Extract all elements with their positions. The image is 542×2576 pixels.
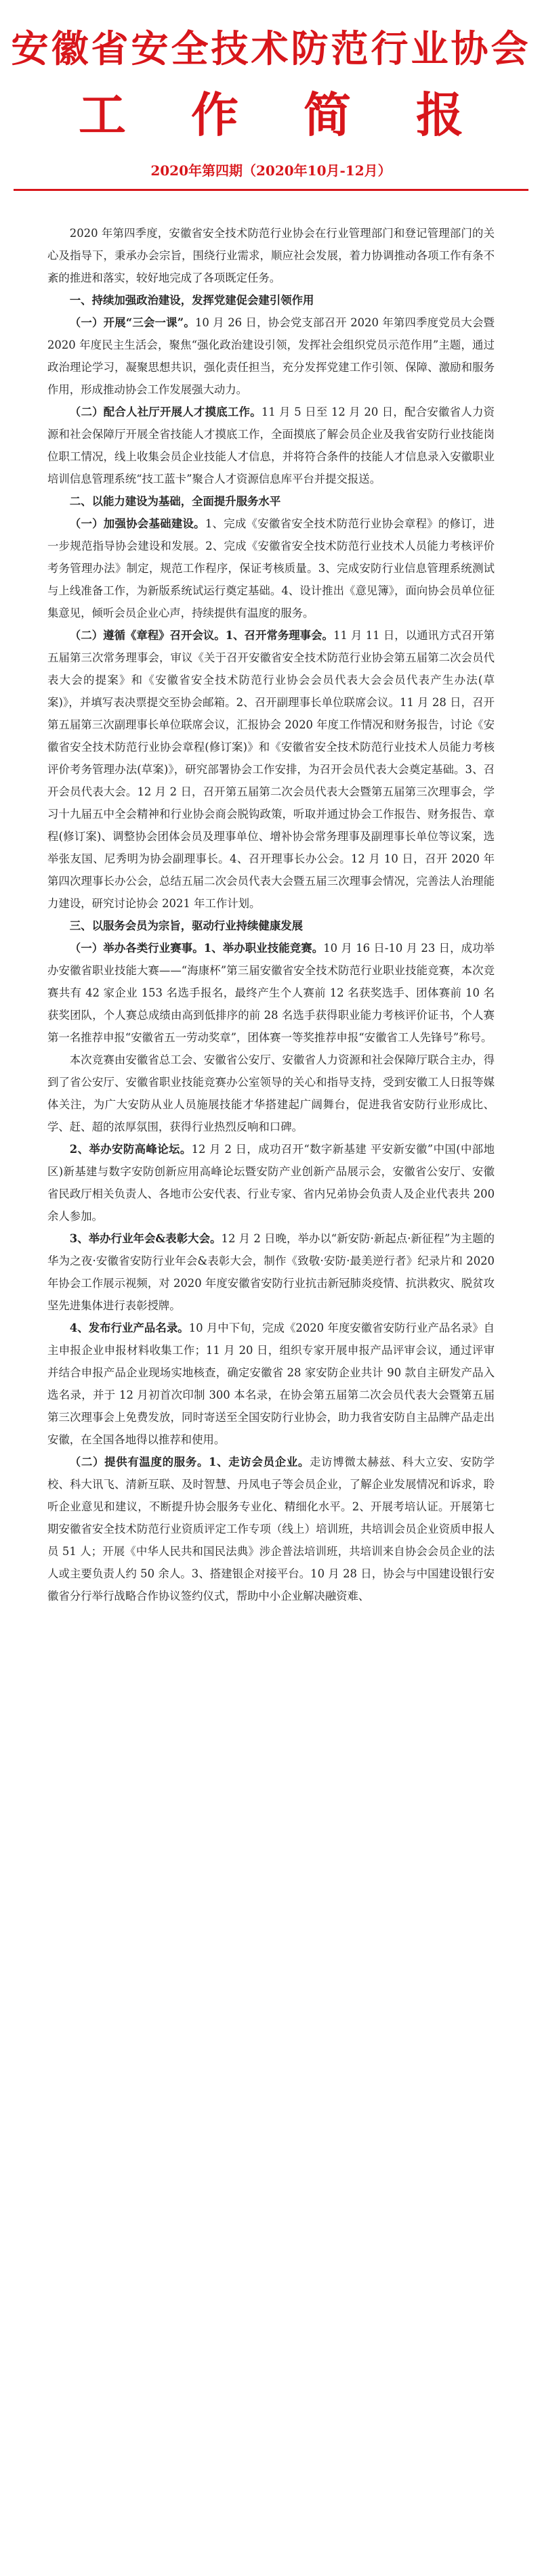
bulletin-body [0, 191, 542, 1607]
paragraph: 4、发布行业产品名录。10 月中下旬，完成《2020 年度安徽省安防行业产品名录》自主申报企业申报材料收集工作；11 月 20 日，组织专家开展申报产品评审会议，通过评审并结合申报产品企业现场实地核查，确定安徽省 28 家安防企业共计 90 款自主研发产品入选名录，并于 12 月初首次印制 300 本名录，在协会第五届第二次会员代表大会暨第五届第三次理事会上免费发放，同时寄送至全国安防行业协会，助力我省安防自主品牌产品走出安徽，在全国各地得以推荐和使用。 [47, 1322, 495, 1446]
paragraph: 2、举办安防高峰论坛。12 月 2 日，成功召开“数字新基建 平安新安徽”中国(中部地区)新基建与数字安防创新应用高峰论坛暨安防产业创新产品展示会，安徽省公安厅、安徽省民政厅相关负责人、各地市公安代表、行业专家、省内兄弟协会负责人及企业代表共 200 余人参加。 [47, 1143, 495, 1223]
paragraph: （一）举办各类行业赛事。1、举办职业技能竞赛。10 月 16 日-10 月 23 日，成功举办安徽省职业技能大赛——“海康杯”第三届安徽省安全技术防范行业职业技能竞赛，本次竞赛共有 42 家企业 153 名选手报名，最终产生个人赛前 12 名获奖选手、团体赛前 10 名获奖团队，个人赛总成绩由高到低排序的前 28 名选手获得职业能力考核评价证书，个人赛第一名推荐申报“安徽省五一劳动奖章”，团体赛一等奖推荐申报“安徽省工人先锋号”称号。 [47, 942, 495, 1044]
paragraph: （一）开展“三会一课”。10 月 26 日，协会党支部召开 2020 年第四季度党员大会暨 2020 年度民主生活会，聚焦“强化政治建设引领，发挥社会组织党员示范作用”主题，通过政治理论学习，凝聚思想共识，强化责任担当，充分发挥党建工作引领、保障、激励和服务作用，形成推动协会工作发展强大动力。 [47, 316, 495, 396]
paragraph: （一）加强协会基础建设。1、完成《安徽省安全技术防范行业协会章程》的修订，进一步规范指导协会建设和发展。2、完成《安徽省安全技术防范行业技术人员能力考核评价考务管理办法》制定，规范工作程序，保证考核质量。3、完成安防行业信息管理系统测试与上线准备工作，为新版系统试运行奠定基础。4、设计推出《意见簿》，面向协会员单位征集意见，倾听会员企业心声，持续提供有温度的服务。 [47, 517, 495, 619]
paragraph: 3、举办行业年会&表彰大会。12 月 2 日晚，举办以“新安防·新起点·新征程”为主题的华为之夜·安徽省安防行业年会&表彰大会，制作《致敬·安防·最美逆行者》纪录片和 2020 年协会工作展示视频，对 2020 年度安徽省安防行业抗击新冠肺炎疫情、抗洪救灾、脱贫攻坚先进集体进行表彰授牌。 [47, 1232, 495, 1312]
issue-line: 2020年第四期（2020年10月-12月） [150, 162, 392, 179]
section-heading: 二、以能力建设为基础，全面提升服务水平 [69, 495, 281, 508]
section-heading: 三、以服务会员为宗旨，驱动行业持续健康发展 [69, 919, 303, 932]
section-heading: 一、持续加强政治建设，发挥党建促会建引领作用 [69, 294, 314, 307]
paragraph: （二）遵循《章程》召开会议。1、召开常务理事会。11 月 11 日，以通讯方式召开第五届第三次常务理事会，审议《关于召开安徽省安全技术防范行业协会第五届第二次会员代表大会的提案》和《安徽省安全技术防范行业协会会员代表大会会员代表产生办法(草案)》，并填写表决票提交至协会邮箱。2、召开副理事长单位联席会议。11 月 28 日，召开第五届第三次副理事长单位联席会议，汇报协会 2020 年度工作情况和财务报告，讨论《安徽省安全技术防范行业协会章程(修订案)》和《安徽省安全技术防范行业技术人员能力考核评价考务管理办法(草案)》，研究部署协会工作安排，为召开会员代表大会奠定基础。3、召开会员代表大会。12 月 2 日，召开第五届第二次会员代表大会暨第五届第三次理事会，学习十九届五中全会精神和行业协会商会脱钩政策，听取并通过协会工作报告、财务报告、章程(修订案)、调整协会团体会员及理事单位、增补协会常务理事及副理事长单位等议案，选举张友国、尼秀明为协会副理事长。4、召开理事长办公会。12 月 10 日，召开 2020 年第四次理事长办公会，总结五届二次会员代表大会暨五届三次理事会情况，完善法人治理能力建设，研究讨论协会 2021 年工作计划。 [47, 629, 495, 910]
paragraph: 本次竞赛由安徽省总工会、安徽省公安厅、安徽省人力资源和社会保障厅联合主办，得到了省公安厅、安徽省职业技能竞赛办公室领导的关心和指导支持，受到安徽工人日报等媒体关注，为广大安防从业人员施展技能才华搭建起广阔舞台，促进我省安防行业形成比、学、赶、超的浓厚氛围，获得行业热烈反响和口碑。 [47, 1053, 495, 1133]
intro-paragraph: 2020 年第四季度，安徽省安全技术防范行业协会在行业管理部门和登记管理部门的关心及指导下，秉承办会宗旨，围绕行业需求，顺应社会发展，着力协调推动各项工作有条不紊的推进和落实，较好地完成了各项既定任务。 [47, 227, 495, 284]
paragraph: （二）配合人社厅开展人才摸底工作。11 月 5 日至 12 月 20 日，配合安徽省人力资源和社会保障厅开展全省技能人才摸底工作，全面摸底了解会员企业及我省安防行业技能岗位职工情况，线上收集会员企业技能人才信息，并将符合条件的技能人才信息录入安徽职业培训信息管理系统“技工蓝卡”聚合人才资源信息库平台并提交报送。 [47, 406, 495, 485]
paragraph: （二）提供有温度的服务。1、走访会员企业。走访博微太赫兹、科大立安、安防学校、科大讯飞、清新互联、及时智慧、丹凤电子等会员企业，了解企业发展情况和诉求，聆听企业意见和建议，不断提升协会服务专业化、精细化水平。2、开展考培认证。开展第七期安徽省安全技术防范行业资质评定工作专项（线上）培训班，共培训会员企业资质申报人员 51 人；开展《中华人民共和国民法典》涉企普法培训班，共培训来自协会会员企业的法人或主要负责人约 50 余人。3、搭建银企对接平台。10 月 28 日，协会与中国建设银行安徽省分行举行战略合作协议签约仪式，帮助中小企业解决融资难、 [47, 1456, 495, 1602]
org-title: 安徽省安全技术防范行业协会 [11, 27, 531, 70]
bulletin-title: 工作简报 [79, 87, 528, 143]
